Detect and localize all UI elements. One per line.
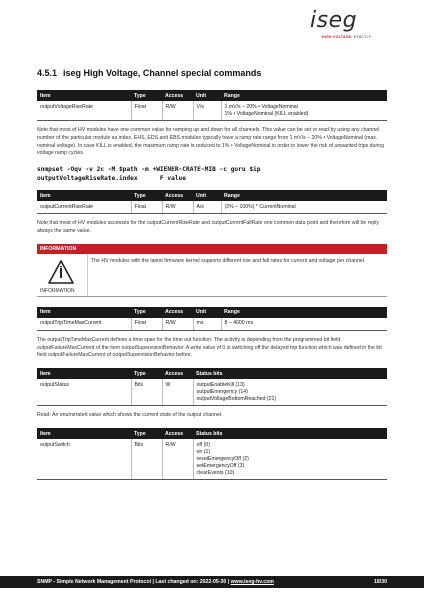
col-access: Access xyxy=(162,90,193,101)
information-icon-cell xyxy=(37,254,87,296)
information-box xyxy=(37,244,387,297)
logo-tagline xyxy=(322,35,372,39)
col-access: Access xyxy=(162,307,193,318)
col-unit: Unit xyxy=(193,90,221,101)
table-row xyxy=(37,318,387,331)
status-bit: clearEvents (10) xyxy=(196,469,235,476)
table-row xyxy=(37,101,387,121)
footer-text xyxy=(37,579,274,585)
col-range: Range xyxy=(221,190,387,201)
table-row xyxy=(37,439,387,480)
col-access: Access xyxy=(162,368,193,379)
cell-status-bits xyxy=(193,379,387,406)
range-line-1: 1 mV/s – 20% • VoltageNominal xyxy=(224,103,298,110)
status-bit: outputEmergency (14) xyxy=(196,388,248,395)
cell-range: (2% – 100%) * CurrentNominal xyxy=(221,201,387,214)
cell-type: Float xyxy=(131,201,162,214)
table-output-trip-time xyxy=(37,307,387,331)
footer-info: SNMP - Simple Network Management Protocol | Last changed on: 2022-05-30 | xyxy=(37,579,231,585)
cell-access: W xyxy=(162,379,193,406)
code-snmpset xyxy=(37,166,387,184)
col-status-bits: Status bits xyxy=(193,428,387,439)
tagline-dark: EXACTLY. xyxy=(353,35,372,39)
cell-range: 8 – 4000 ms xyxy=(221,318,387,331)
table-output-current-rise-rate xyxy=(37,190,387,214)
cell-item: outputTripTimeMaxCurrent xyxy=(37,318,131,331)
information-heading: INFORMATION xyxy=(37,244,387,254)
footer-website-link[interactable]: www.iseg-hv.com xyxy=(230,579,274,585)
cell-item: outputSwitch xyxy=(37,439,131,480)
cell-access: R/W xyxy=(162,318,193,331)
section-title: iseg High Voltage, Channel special commands xyxy=(63,68,262,78)
page-footer xyxy=(0,576,424,588)
section-number: 4.5.1 xyxy=(37,68,58,78)
paragraph-read-state: Read: An enumerated value which shows the current state of the output channel. xyxy=(37,412,223,419)
page-number: 18/30 xyxy=(374,579,387,585)
table-output-status xyxy=(37,368,387,406)
code-line-2: outputVoltageRiseRate.index F value xyxy=(37,175,187,183)
col-type: Type xyxy=(131,190,162,201)
cell-access: R/W xyxy=(162,101,193,121)
paragraph-ramp-rate: Note that most of HV modules have one common value for ramping up and down for all channels. This value can be set or read by using any channel number of the particular module as index. EHS, EDS and EBS modules typically have a ramp rate range from 1 mV/s – 20% • VoltageNominal (max. nominal voltage). In case KILL is enabled, the maximum ramp rate is reduced to 1% • VoltageNominal in order to lower the risk of unwanted trips during voltage ramp cycles. xyxy=(37,127,385,157)
cell-item: outputStatus xyxy=(37,379,131,406)
cell-unit: ms xyxy=(193,318,221,331)
code-line-1: snmpset -Oqv -v 2c -M $path -m +WIENER-CRATE-MIB -c guru $ip xyxy=(37,166,261,174)
paragraph-current-rate: Note that most of HV modules accesses for the outputCurrentRiseRate and outputCurrentFallRate one common data point and therefore will be reply always the same value. xyxy=(37,220,379,234)
cell-type: Bits xyxy=(131,379,162,406)
table-row xyxy=(37,379,387,406)
col-unit: Unit xyxy=(193,190,221,201)
cell-status-bits xyxy=(193,439,387,480)
status-bit: on (1) xyxy=(196,448,211,455)
col-range: Range xyxy=(221,307,387,318)
col-item: Item xyxy=(37,90,131,101)
status-bit: outputEnableKill (13) xyxy=(196,381,245,388)
status-bit: resetEmergencyOff (2) xyxy=(196,455,249,462)
table-output-voltage-rise-rate xyxy=(37,90,387,121)
col-item: Item xyxy=(37,190,131,201)
col-type: Type xyxy=(131,307,162,318)
cell-type: Bits xyxy=(131,439,162,480)
cell-item: outputVoltageRiseRate xyxy=(37,101,131,121)
col-access: Access xyxy=(162,428,193,439)
cell-range xyxy=(221,101,387,121)
page-header xyxy=(0,0,424,48)
col-type: Type xyxy=(131,368,162,379)
cell-item: outputCurrentRiseRate xyxy=(37,201,131,214)
col-item: Item xyxy=(37,428,131,439)
warning-triangle-icon xyxy=(47,259,75,285)
cell-unit: A/s xyxy=(193,201,221,214)
status-bit: outputVoltageBottomReached (21) xyxy=(196,395,277,402)
status-bit: off (0) xyxy=(196,441,210,448)
status-bit: setEmergencyOff (3) xyxy=(196,462,245,469)
table-output-switch xyxy=(37,428,387,480)
cell-access: R/W xyxy=(162,439,193,480)
col-access: Access xyxy=(162,190,193,201)
cell-type: Float xyxy=(131,318,162,331)
information-text: The HV modules with the latest firmware kernel supports different rise and fall rates for current and voltage per channel. xyxy=(87,254,387,296)
paragraph-trip-time: The outputTripTimeMaxCurrent defines a time span for the time out function. The activity is depending from the programmed bit field outputFailureMaxCurrent of the item outputSupervisionBehavior. A write value of 0 is switching off the delayed trip function which was defined in the bit field outputFailureMaxCurrent of outputSupervisionBehavior before. xyxy=(37,336,382,359)
information-body xyxy=(37,254,387,296)
col-unit: Unit xyxy=(193,307,221,318)
col-type: Type xyxy=(131,428,162,439)
information-label: INFORMATION xyxy=(40,287,75,294)
section-heading xyxy=(37,68,387,78)
col-type: Type xyxy=(131,90,162,101)
col-item: Item xyxy=(37,307,131,318)
col-item: Item xyxy=(37,368,131,379)
tagline-red: HIGH VOLTAGE. xyxy=(322,35,353,39)
col-status-bits: Status bits xyxy=(193,368,387,379)
cell-unit: V/s xyxy=(193,101,221,121)
cell-type: Float xyxy=(131,101,162,121)
iseg-logo[interactable]: iseg xyxy=(310,8,358,33)
col-range: Range xyxy=(221,90,387,101)
cell-access: R/W xyxy=(162,201,193,214)
range-line-2: 1% • VoltageNominal (KILL enabled) xyxy=(224,110,309,117)
main-content xyxy=(37,68,387,486)
table-row xyxy=(37,201,387,214)
